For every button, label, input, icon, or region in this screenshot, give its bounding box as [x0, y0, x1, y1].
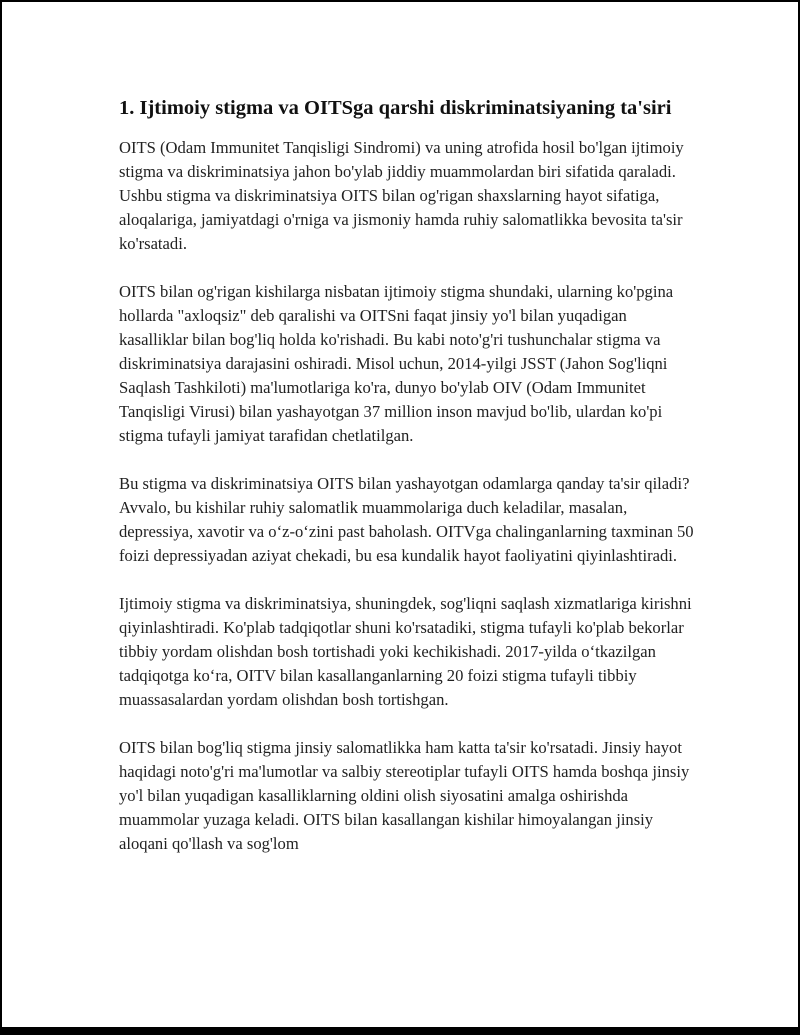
document-title: 1. Ijtimoiy stigma va OITSga qarshi diskriminatsiyaning ta'siri [119, 97, 672, 119]
paragraph-3: Bu stigma va diskriminatsiya OITS bilan yashayotgan odamlarga qanday ta'sir qiladi? Avvalo, bu kishilar ruhiy salomatlik muammolariga duch keladilar, masalan, depressiya, xavotir va o‘z-o‘zini past baholash. OITVga chalinganlarning taxminan 50 foizi depressiyadan aziyat chekadi, bu esa kundalik hayot faoliyatini qiyinlashtiradi. [119, 474, 694, 565]
paragraph-5: OITS bilan bog'liq stigma jinsiy salomatlikka ham katta ta'sir ko'rsatadi. Jinsiy hayot haqidagi noto'g'ri ma'lumotlar va salbiy stereotiplar tufayli OITS hamda boshqa jinsiy yo'l bilan yuqadigan kasalliklarning oldini olish siyosatini amalga oshirishda muammolar yuzaga keladi. OITS bilan kasallangan kishilar himoyalangan jinsiy aloqani qo'llash va sog'lom [119, 738, 690, 853]
paragraph-2: OITS bilan og'rigan kishilarga nisbatan ijtimoiy stigma shundaki, ularning ko'pgina hollarda "axloqsiz" deb qaralishi va OITSni faqat jinsiy yo'l bilan yuqadigan kasalliklar bilan bog'liq holda ko'rishadi. Bu kabi noto'g'ri tushunchalar stigma va diskriminatsiya darajasini oshiradi. Misol uchun, 2014-yilgi JSST (Jahon Sog'liqni Saqlash Tashkiloti) ma'lumotlariga ko'ra, dunyo bo'ylab OIV (Odam Immunitet Tanqisligi Virusi) bilan yashayotgan 37 million inson mavjud bo'lib, ulardan ko'pi stigma tufayli jamiyat tarafidan chetlatilgan. [119, 282, 674, 445]
paragraph-1: OITS (Odam Immunitet Tanqisligi Sindromi) va uning atrofida hosil bo'lgan ijtimoiy stigma va diskriminatsiya jahon bo'ylab jiddiy muammolardan biri sifatida qaraladi. Ushbu stigma va diskriminatsiya OITS bilan og'rigan shaxslarning hayot sifatiga, aloqalariga, jamiyatdagi o'rniga va jismoniy hamda ruhiy salomatlikka bevosita ta'sir ko'rsatadi. [119, 138, 684, 253]
paragraph-4: Ijtimoiy stigma va diskriminatsiya, shuningdek, sog'liqni saqlash xizmatlariga kirishni qiyinlashtiradi. Ko'plab tadqiqotlar shuni ko'rsatadiki, stigma tufayli ko'plab bekorlar tibbiy yordam olishdan bosh tortishadi yoki kechikishadi. 2017-yilda o‘tkazilgan tadqiqotga ko‘ra, OITV bilan kasallanganlarning 20 foizi stigma tufayli tibbiy muassasalardan yordam olishdan bosh tortishgan. [119, 594, 692, 709]
document-body [119, 94, 699, 880]
